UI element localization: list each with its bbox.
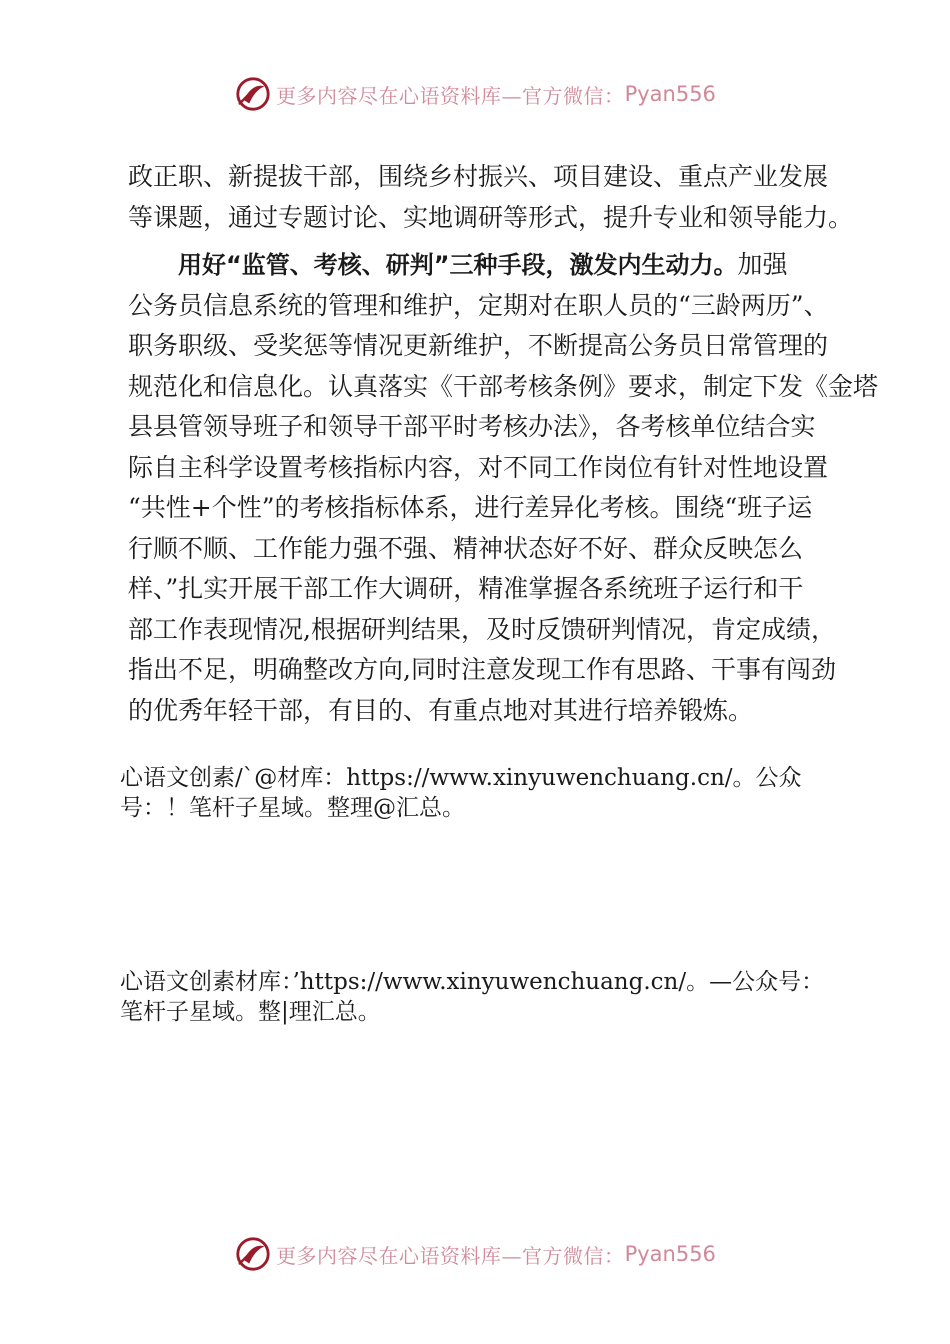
- paragraph-line: 职务职级、受奖惩等情况更新维护，不断提高公务员日常管理的: [128, 331, 829, 360]
- paragraph-line: 指出不足，明确整改方向,同时注意发现工作有思路、干事有闯劲: [128, 655, 836, 684]
- paragraph-line: 县县管领导班子和领导干部平时考核办法》，各考核单位结合实: [128, 412, 816, 441]
- paragraph-line: 行顺不顺、工作能力强不强、精神状态好不好、群众反映怎么: [128, 533, 804, 563]
- footer-banner-text: 更多内容尽在心语资料库—官方微信：: [276, 1243, 625, 1268]
- paragraph-line: 的优秀年轻干部，有目的、有重点地对其进行培养锻炼。: [128, 695, 754, 725]
- paragraph-line: “共性+个性”的考核指标体系，进行差异化考核。围绕“班子运: [128, 493, 813, 522]
- paragraph-first-line: [128, 245, 848, 286]
- paragraph-line: 公务员信息系统的管理和维护，定期对在职人员的“三龄两历”、: [128, 290, 829, 320]
- section-heading: 用好“监管、考核、研判”三种手段，激发内生动力。: [178, 251, 738, 279]
- paragraph-2: [128, 245, 879, 731]
- note-line: 心语文创素/`@材库：https://www.xinyuwenchuang.cn/。公众: [120, 765, 802, 791]
- paragraph-line: 等课题，通过专题讨论、实地调研等形式，提升专业和领导能力。: [128, 202, 854, 232]
- brand-logo-icon: [234, 75, 272, 113]
- source-note-2: [120, 967, 870, 1027]
- source-note-1: [120, 763, 870, 823]
- header-wechat-id: Pyan556: [624, 82, 716, 106]
- paragraph-line: 际自主科学设置考核指标内容，对不同工作岗位有针对性地设置: [128, 452, 829, 482]
- note-line: 号：！笔杆子星域。整理@汇总。: [120, 795, 465, 821]
- footer-wechat-id: Pyan556: [624, 1242, 716, 1266]
- header-banner-text: 更多内容尽在心语资料库—官方微信：: [276, 83, 625, 108]
- note-line: 心语文创素材库：’https://www.xinyuwenchuang.cn/。—公众号：: [120, 969, 825, 995]
- paragraph-1: [128, 157, 854, 238]
- paragraph-line: 部工作表现情况,根据研判结果，及时反馈研判情况，肯定成绩，: [128, 614, 836, 644]
- note-line: 笔杆子星域。整|理汇总。: [120, 999, 381, 1025]
- paragraph-line: 政正职、新提拔干部，围绕乡村振兴、项目建设、重点产业发展: [128, 162, 829, 191]
- footer-banner: [0, 1232, 950, 1276]
- paragraph-line-rest: 加强: [737, 250, 788, 279]
- paragraph-line: 样、”扎实开展干部工作大调研，精准掌握各系统班子运行和干: [128, 574, 804, 603]
- paragraph-line: 规范化和信息化。认真落实《干部考核条例》要求，制定下发《金塔: [128, 371, 879, 401]
- header-banner: [0, 72, 950, 116]
- brand-logo-icon: [234, 1235, 272, 1273]
